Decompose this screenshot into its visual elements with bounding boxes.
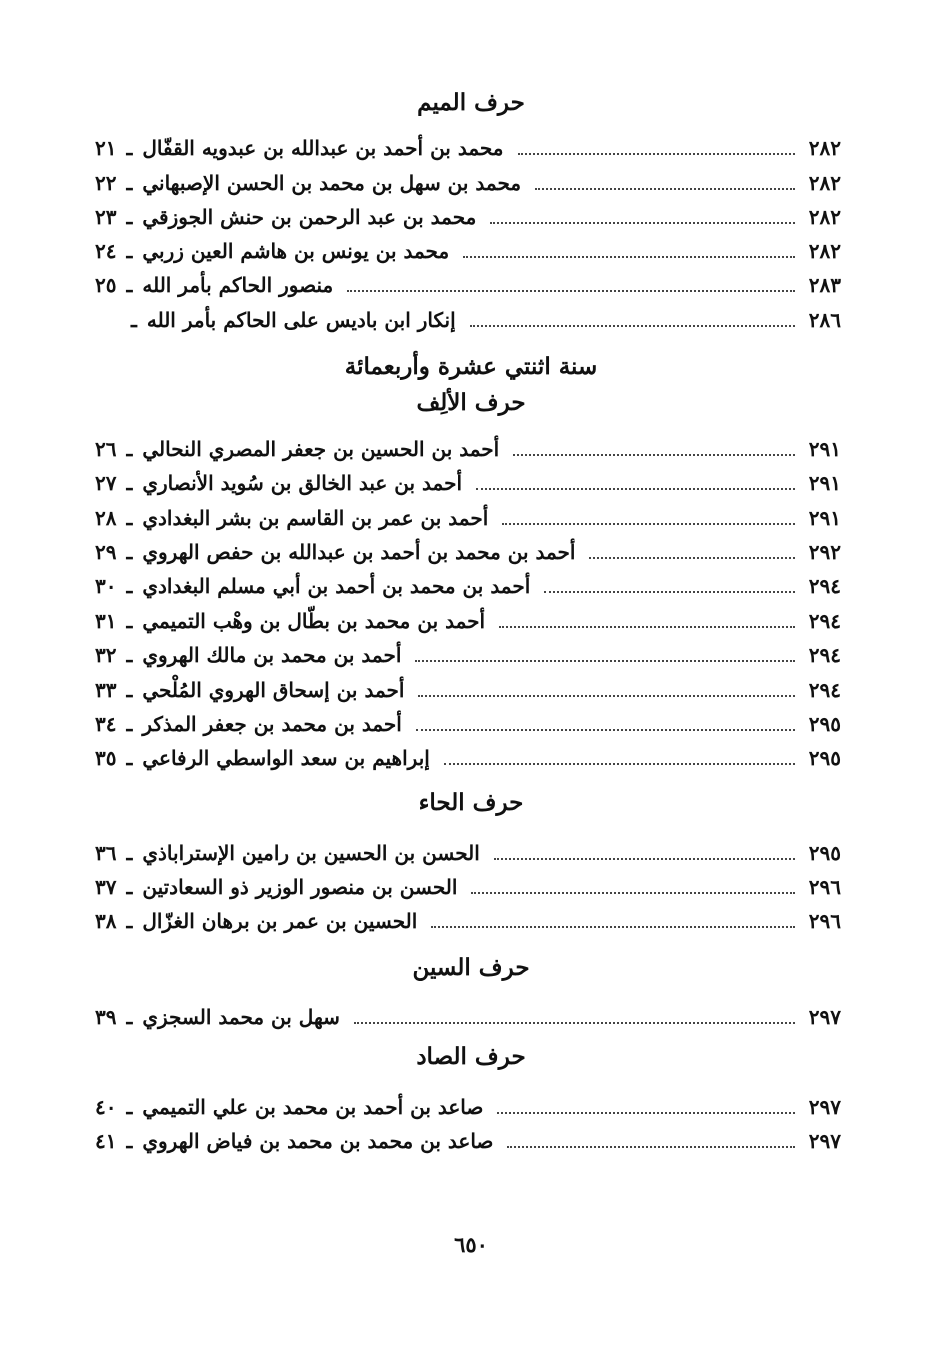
dot-leader [589,557,794,559]
entry-page-number: ٢٩٦ [808,909,841,933]
entry-number: ٢٨ [95,506,117,530]
index-entry [95,571,841,601]
entry-name: الحسن بن منصور الوزير ذو السعادتين [142,875,458,899]
index-entry [95,1126,841,1156]
index-entry [95,743,841,773]
dot-leader [499,626,795,628]
entry-number: ٣٢ [95,643,117,667]
entry-dash: ـ [126,574,133,598]
dot-leader [471,892,794,894]
entry-page-number: ٢٩٤ [808,574,841,598]
entry-dash: ـ [126,136,133,160]
entry-number: ٢٩ [95,540,117,564]
dot-leader [347,290,795,292]
index-entry [95,503,841,533]
dot-leader [507,1146,794,1148]
entry-name: محمد بن يونس بن هاشم العين زربي [142,239,450,263]
dot-leader [415,660,794,662]
entry-dash: ـ [126,471,133,495]
entry-name: إنكار ابن باديس على الحاكم بأمر الله [146,308,456,332]
index-entry [95,468,841,498]
dot-leader [463,256,795,258]
entry-number: ٢٣ [95,205,117,229]
entry-dash: ـ [126,1095,133,1119]
dot-leader [544,591,794,593]
dot-leader [494,858,795,860]
entry-dash: ـ [126,841,133,865]
entry-page-number: ٢٩٧ [808,1095,841,1119]
dot-leader [416,729,795,731]
entry-number: ٢٤ [95,239,117,263]
index-entry [95,202,841,232]
entry-name: صاعد بن محمد بن محمد بن فياض الهروي [142,1129,494,1153]
entry-name: أحمد بن عمر بن القاسم بن بشر البغدادي [142,506,489,530]
index-entry [95,606,841,636]
entry-page-number: ٢٩١ [808,471,841,495]
entry-dash: ـ [126,171,133,195]
entry-dash: ـ [126,437,133,461]
entry-dash: ـ [126,643,133,667]
entry-name: إبراهيم بن سعد الواسطي الرفاعي [142,746,430,770]
dot-leader [444,763,795,765]
entry-page-number: ٢٨٣ [808,273,841,297]
dot-leader [470,325,795,327]
page-number: ٦٥٠ [454,1232,488,1257]
entry-dash: ـ [126,1005,133,1029]
entry-dash: ـ [126,506,133,530]
entry-dash: ـ [131,308,137,332]
entry-dash: ـ [126,712,133,736]
entry-page-number: ٢٩٤ [808,643,841,667]
entry-name: محمد بن عبد الرحمن بن حنش الجوزقي [142,205,477,229]
index-entry [95,1002,841,1032]
dot-leader [502,523,794,525]
dot-leader [535,188,795,190]
entry-page-number: ٢٨٦ [808,308,841,332]
dot-leader [513,454,795,456]
entry-page-number: ٢٩٢ [808,540,841,564]
index-entry [95,434,841,464]
section-heading-haa: حرف الحاء [418,789,524,816]
entry-name: أحمد بن محمد بن جعفر المذكر [142,712,402,736]
index-entry [95,1092,841,1122]
index-entry [95,838,841,868]
entry-name: محمد بن أحمد بن عبدالله بن عبدويه القفّال [142,136,504,160]
entry-page-number: ٢٩٦ [808,875,841,899]
entry-number: ٢١ [95,136,117,160]
index-entry [95,872,841,902]
entry-dash: ـ [126,1129,133,1153]
entry-number: ٢٦ [95,437,117,461]
entry-dash: ـ [126,273,133,297]
entry-number: ٣٥ [95,746,117,770]
entry-dash: ـ [126,205,133,229]
dot-leader [354,1022,795,1024]
index-entry [95,168,841,198]
entry-dash: ـ [126,540,133,564]
entry-page-number: ٢٨٢ [808,136,841,160]
entry-name: سهل بن محمد السجزي [142,1005,340,1029]
index-subentry [95,305,841,335]
entry-page-number: ٢٩٧ [808,1005,841,1029]
entry-name: أحمد بن محمد بن أحمد بن عبدالله بن حفص الهروي [142,540,576,564]
index-entry [95,236,841,266]
entry-number: ٣٦ [95,841,117,865]
entry-dash: ـ [126,678,133,702]
entry-page-number: ٢٩٤ [808,678,841,702]
entry-name: أحمد بن محمد بن بطّال بن وهْب التميمي [142,609,486,633]
index-entry [95,906,841,936]
entry-page-number: ٢٨٢ [808,205,841,229]
entry-name: أحمد بن الحسين بن جعفر المصري النحالي [142,437,500,461]
entry-page-number: ٢٩١ [808,437,841,461]
dot-leader [418,695,794,697]
entry-number: ٢٧ [95,471,117,495]
section-heading-meem: حرف الميم [417,89,525,116]
entry-number: ٣٨ [95,909,117,933]
index-entry [95,709,841,739]
dot-leader [497,1112,794,1114]
entry-name: الحسن بن الحسين بن رامين الإستراباذي [142,841,480,865]
entry-page-number: ٢٨٢ [808,239,841,263]
entry-name: محمد بن سهل بن محمد بن الحسن الإصبهاني [142,171,522,195]
entry-name: صاعد بن أحمد بن محمد بن علي التميمي [142,1095,484,1119]
section-heading-year: سنة اثنتي عشرة وأربعمائة [344,353,598,380]
entry-name: أحمد بن محمد بن مالك الهروي [142,643,402,667]
section-heading-saad: حرف الصاد [416,1043,526,1070]
entry-name: أحمد بن إسحاق الهروي المُلْحي [142,678,405,702]
entry-name: أحمد بن عبد الخالق بن سُويد الأنصاري [142,471,463,495]
dot-leader [476,488,795,490]
index-entry [95,133,841,163]
entry-number: ٣٩ [95,1005,117,1029]
entry-page-number: ٢٩٥ [808,746,841,770]
entry-number: ٣٧ [95,875,117,899]
entry-number: ٣٠ [95,574,117,598]
dot-leader [518,153,795,155]
index-entry [95,270,841,300]
entry-page-number: ٢٩٥ [808,841,841,865]
dot-leader [490,222,794,224]
entry-page-number: ٢٩٧ [808,1129,841,1153]
entry-dash: ـ [126,909,133,933]
entry-name: أحمد بن محمد بن أحمد بن أبي مسلم البغدادي [142,574,531,598]
section-heading-alif: حرف الألِف [416,389,526,416]
entry-page-number: ٢٩٥ [808,712,841,736]
entry-number: ٣٣ [95,678,117,702]
index-entry [95,640,841,670]
entry-dash: ـ [126,875,133,899]
entry-number: ٤٠ [95,1095,117,1119]
section-heading-seen: حرف السين [412,954,530,981]
entry-number: ٤١ [95,1129,117,1153]
entry-number: ٢٥ [95,273,117,297]
entry-dash: ـ [126,239,133,263]
entry-page-number: ٢٩٤ [808,609,841,633]
entry-page-number: ٢٨٢ [808,171,841,195]
entry-name: منصور الحاكم بأمر الله [142,273,334,297]
entry-page-number: ٢٩١ [808,506,841,530]
entry-number: ٣١ [95,609,117,633]
entry-dash: ـ [126,746,133,770]
index-entry [95,675,841,705]
index-entry [95,537,841,567]
entry-name: الحسين بن عمر بن برهان الغزّال [142,909,418,933]
dot-leader [431,926,794,928]
entry-dash: ـ [126,609,133,633]
entry-number: ٣٤ [95,712,117,736]
entry-number: ٢٢ [95,171,117,195]
